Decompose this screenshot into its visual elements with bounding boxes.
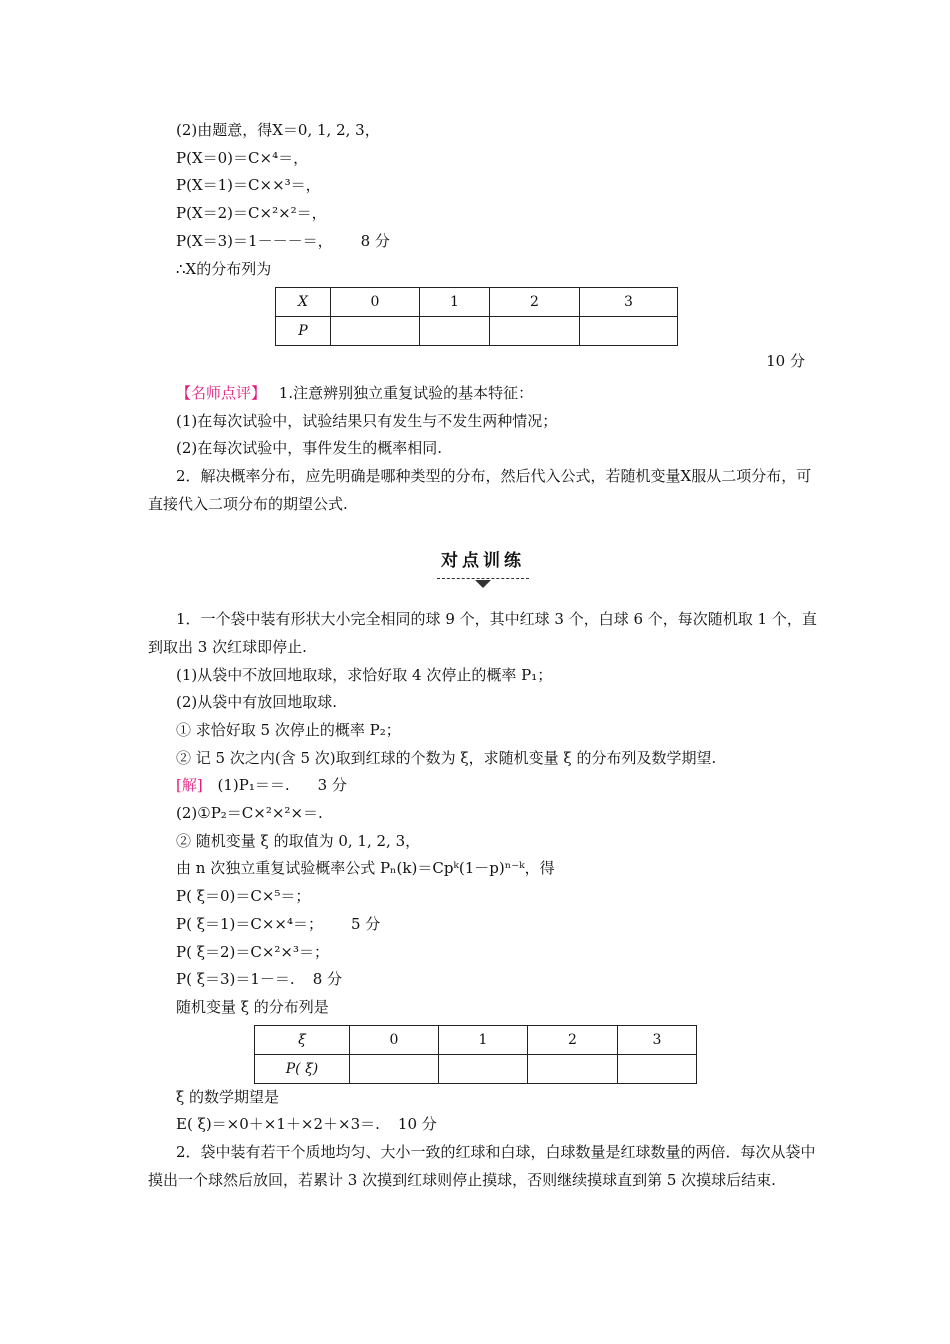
table-cell (331, 317, 420, 346)
document-page (148, 117, 818, 1195)
prob-xi0: P( ξ＝0)＝C×⁵＝； (176, 887, 311, 906)
solution-2: (2)①P₂＝C×²×²×＝. (176, 804, 323, 823)
solution-1-line (148, 772, 818, 800)
prob-xi1: P( ξ＝1)＝C××⁴＝； (176, 914, 323, 933)
expectation-intro: ξ 的数学期望是 (176, 1087, 280, 1106)
table-header-cell: 0 (331, 288, 420, 317)
solution-4: 由 n 次独立重复试验概率公式 Pₙ(k)＝Cpᵏ(1－p)ⁿ⁻ᵏ，得 (176, 859, 555, 878)
score-10b: 10 分 (397, 1115, 437, 1134)
table-header-row (255, 1025, 697, 1054)
table-row-label: P( ξ) (255, 1054, 350, 1083)
table-header-cell: 3 (618, 1025, 697, 1054)
distribution-table-x (275, 287, 678, 346)
teacher-note-line-3: (2)在每次试验中，事件发生的概率相同. (176, 439, 443, 458)
prob-x1: P(X＝1)＝C××³＝， (176, 176, 321, 195)
table-header-cell: 3 (580, 288, 678, 317)
table-header-cell: X (276, 288, 331, 317)
score-8b: 8 分 (312, 970, 342, 989)
prob-xi2: P( ξ＝2)＝C×²×³＝； (176, 942, 330, 961)
table-cell (350, 1054, 439, 1083)
table-header-cell: 1 (420, 288, 490, 317)
prob-xi1-line (148, 911, 818, 939)
table-header-row (276, 288, 678, 317)
table-cell (490, 317, 580, 346)
expectation-line (148, 1111, 818, 1139)
question-1-part-2: (2)从袋中有放回地取球. (176, 693, 338, 712)
table-header-cell: 2 (490, 288, 580, 317)
teacher-note-line-2: (1)在每次试验中，试验结果只有发生与不发生两种情况； (176, 411, 558, 430)
section-heading (148, 548, 818, 588)
teacher-note-tag: 【名师点评】 (176, 383, 267, 402)
question-1-part-1: (1)从袋中不放回地取球，求恰好取 4 次停止的概率 P₁； (176, 665, 553, 684)
teacher-note-text-1: 1.注意辨别独立重复试验的基本特征： (278, 383, 534, 402)
solution-3: ② 随机变量 ξ 的取值为 0, 1, 2, 3， (176, 831, 421, 850)
expectation-formula: E( ξ)＝×0＋×1＋×2＋×3＝. (176, 1115, 380, 1134)
table-row (255, 1054, 697, 1083)
prob-xi3-line (148, 966, 818, 994)
solution-line-1: (2)由题意，得X＝0, 1, 2, 3， (176, 121, 380, 139)
section-divider (437, 576, 529, 579)
score-5: 5 分 (351, 914, 381, 933)
table-header-cell: 2 (528, 1025, 618, 1054)
score-8: 8 分 (360, 231, 390, 250)
teacher-note-line-4: 2．解决概率分布，应先明确是哪种类型的分布，然后代入公式，若随机变量X服从二项分布，可直接代入二项分布的期望公式. (148, 467, 812, 513)
question-1-stem: 1．一个袋中装有形状大小完全相同的球 9 个，其中红球 3 个，白球 6 个，每次随机取 1 个，直到取出 3 次红球即停止. (148, 610, 817, 656)
section-arrow-icon (475, 580, 491, 588)
prob-x3-line (148, 228, 818, 256)
table-row (276, 317, 678, 346)
section-title: 对点训练 (441, 551, 525, 572)
prob-x0: P(X＝0)＝C×⁴＝， (176, 148, 309, 167)
table-row-label: P (276, 317, 331, 346)
table-header-cell: 0 (350, 1025, 439, 1054)
table-cell (528, 1054, 618, 1083)
xi-distribution-intro: 随机变量 ξ 的分布列是 (176, 997, 329, 1016)
prob-x3: P(X＝3)＝1－－－＝， (176, 231, 333, 250)
question-1-part-2b: ② 记 5 次之内(含 5 次)取到红球的个数为 ξ，求随机变量 ξ 的分布列及数学期望. (176, 748, 717, 767)
solution-1: (1)P₁＝＝. (217, 776, 290, 795)
distribution-intro: ∴X的分布列为 (176, 259, 272, 278)
prob-x2: P(X＝2)＝C×²×²＝， (176, 204, 327, 223)
table-cell (420, 317, 490, 346)
distribution-table-xi (254, 1025, 697, 1084)
teacher-note-line-1 (148, 380, 818, 408)
question-2-stem: 2．袋中装有若干个质地均匀、大小一致的红球和白球，白球数量是红球数量的两倍．每次从袋中摸出一个球然后放回，若累计 3 次摸到红球则停止摸球，否则继续摸球直到第 5 次摸球后结束. (148, 1143, 816, 1189)
table-header-cell: 1 (439, 1025, 528, 1054)
score-10: 10 分 (766, 352, 805, 371)
solution-tag: [解] (176, 776, 203, 795)
prob-xi3: P( ξ＝3)＝1－＝. (176, 970, 295, 989)
score-3: 3 分 (317, 776, 347, 795)
table-cell (580, 317, 678, 346)
table-cell (618, 1054, 697, 1083)
table-header-cell: ξ (255, 1025, 350, 1054)
table-cell (439, 1054, 528, 1083)
question-1-part-2a: ① 求恰好取 5 次停止的概率 P₂； (176, 720, 401, 739)
